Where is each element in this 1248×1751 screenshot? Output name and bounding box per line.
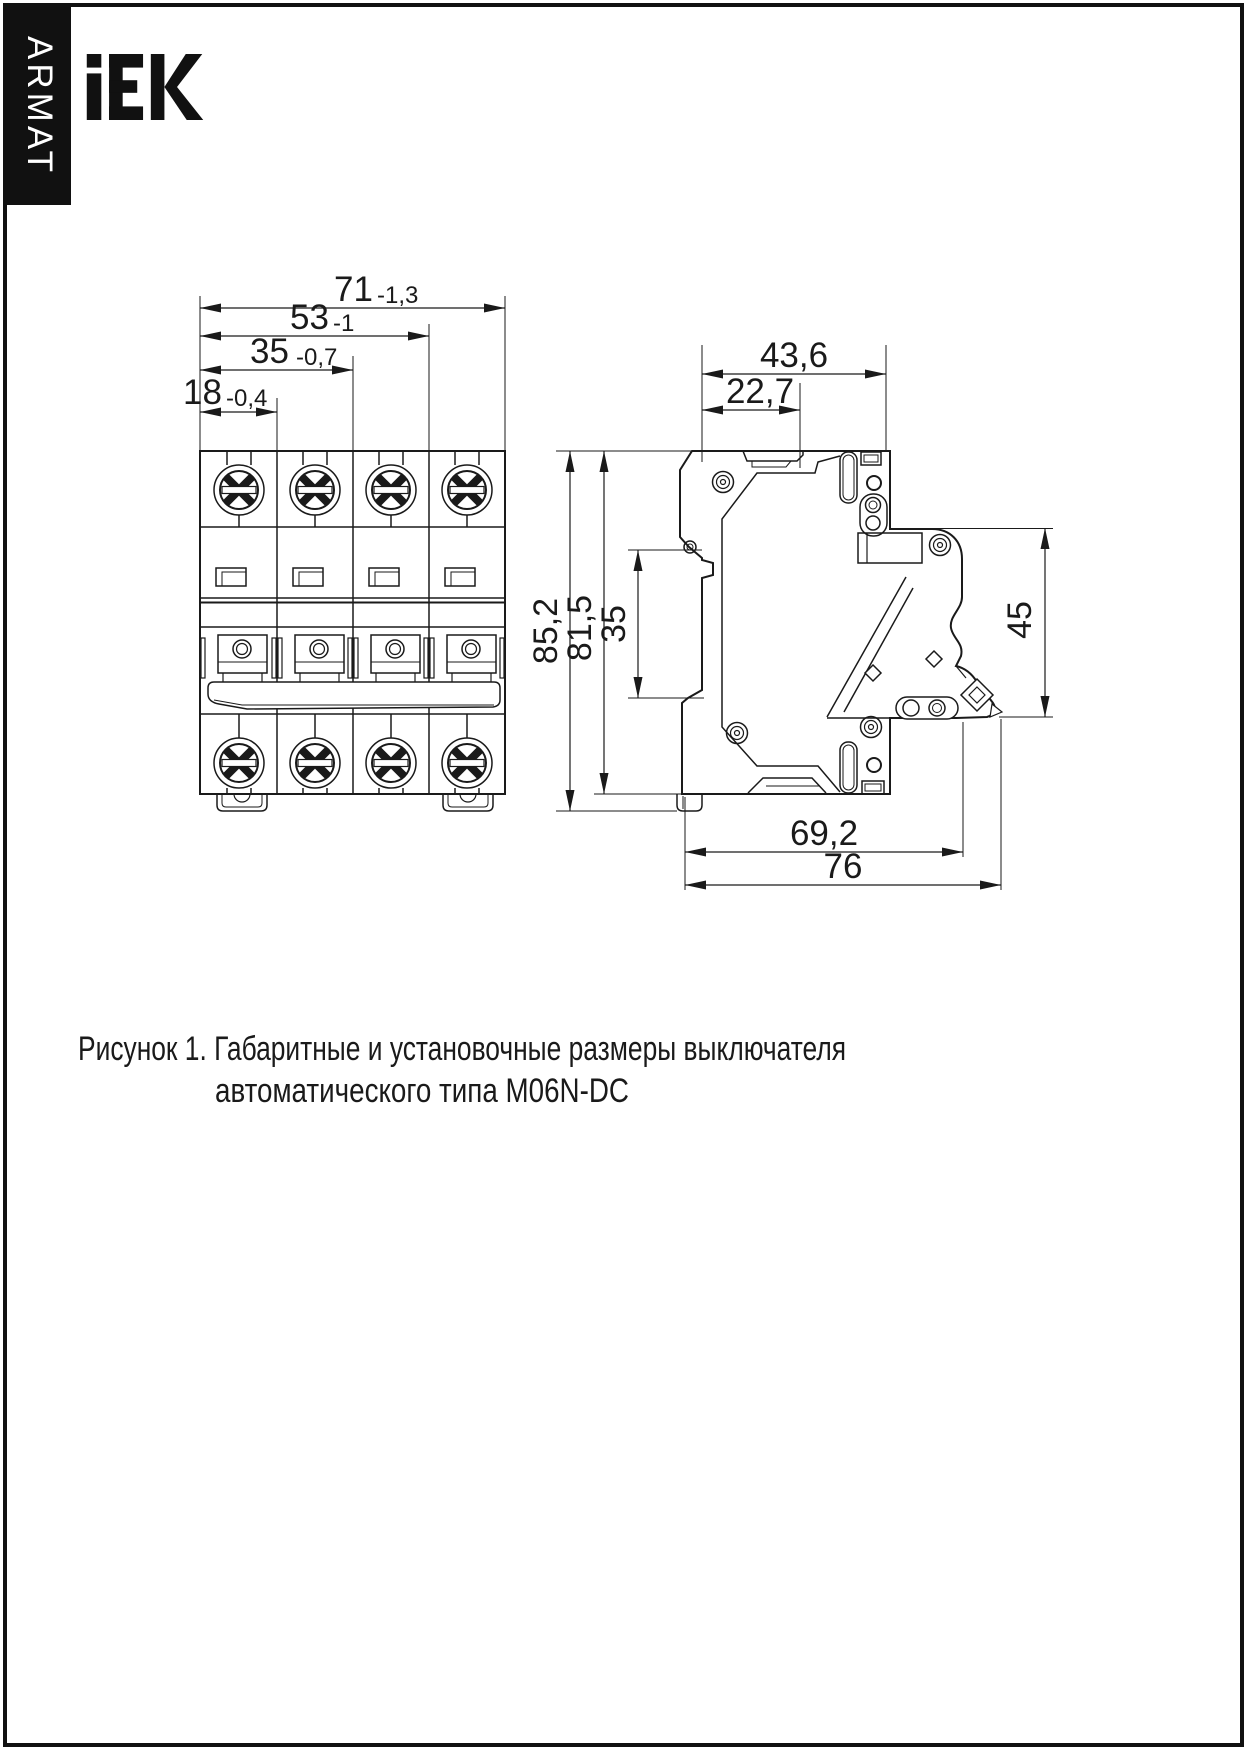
front-view	[183, 270, 505, 811]
dim-35-value: 35	[250, 332, 289, 371]
dim-53-value: 53	[290, 298, 329, 337]
dim-rail-35	[595, 550, 643, 698]
front-view-body	[200, 451, 505, 811]
dim-53-tolerance: -1	[333, 310, 355, 337]
screw-terminal	[214, 451, 264, 527]
dim-71-value: 71	[334, 270, 373, 309]
dim-45-value: 45	[1001, 601, 1039, 639]
armat-vertical-text: ARMAT	[20, 36, 59, 176]
din-foot	[217, 794, 267, 811]
dim-18-value: 18	[183, 373, 222, 412]
rivet	[713, 472, 734, 493]
dim-71-tolerance: -1,3	[377, 282, 419, 309]
dim-rail-35-value: 35	[595, 605, 633, 643]
dim-18-tolerance: -0,4	[226, 385, 268, 412]
dim-43-6-value: 43,6	[759, 336, 829, 375]
caption-line1: Рисунок 1. Габаритные и установочные размеры выключателя	[78, 1030, 846, 1068]
toggle-tie-bar	[208, 682, 500, 709]
dim-81-5-value: 81,5	[561, 594, 599, 662]
side-view-body	[677, 451, 1002, 811]
side-view	[527, 336, 1053, 890]
dim-front-45	[1001, 528, 1050, 717]
dim-depth-22-7	[702, 372, 800, 415]
dim-85-2-value: 85,2	[527, 597, 565, 665]
figure-caption	[78, 1030, 846, 1110]
dim-width-18	[183, 373, 277, 417]
bonding-screw	[956, 666, 1002, 717]
dim-width-71	[200, 270, 505, 313]
dim-22-7-value: 22,7	[725, 372, 795, 411]
dim-35-tolerance: -0,7	[296, 344, 338, 371]
dim-76-value: 76	[823, 847, 863, 886]
dim-69-2-value: 69,2	[789, 814, 859, 853]
dim-width-35	[200, 332, 353, 375]
caption-line2: автоматического типа M06N-DC	[215, 1072, 629, 1110]
